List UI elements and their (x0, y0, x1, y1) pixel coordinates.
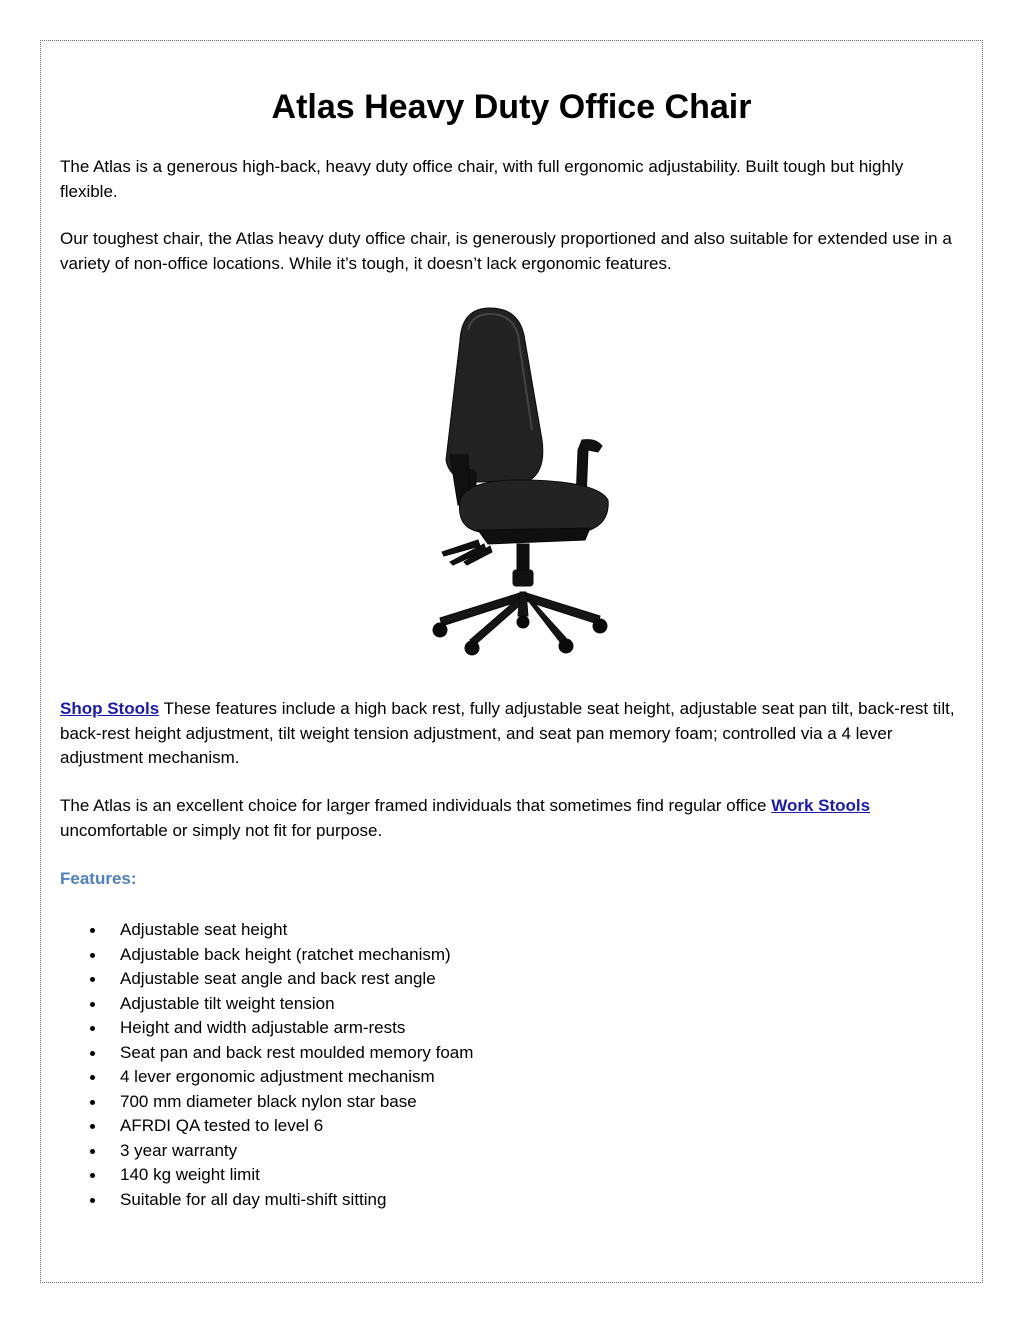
third-paragraph-text: These features include a high back rest, fully adjustable seat height, adjustable seat pan tilt, back-rest tilt, back-rest height adjustment, tilt weight tension adjustment, and seat pan memory foam; controlled via a 4 lever adjustment mechanism. (60, 699, 955, 767)
features-list (60, 918, 473, 1212)
feature-item: 4 lever ergonomic adjustment mechanism (60, 1065, 473, 1090)
page-title: Atlas Heavy Duty Office Chair (271, 88, 752, 126)
feature-item: 700 mm diameter black nylon star base (60, 1090, 473, 1115)
feature-item: Adjustable back height (ratchet mechanism) (60, 943, 473, 968)
second-paragraph: Our toughest chair, the Atlas heavy duty office chair, is generously proportioned and also suitable for extended use in a variety of non-office locations. While it’s tough, it doesn’t lack ergonomic features. (60, 229, 952, 273)
feature-item: AFRDI QA tested to level 6 (60, 1114, 473, 1139)
feature-item: Adjustable seat angle and back rest angle (60, 967, 473, 992)
intro-paragraph: The Atlas is a generous high-back, heavy duty office chair, with full ergonomic adjustability. Built tough but highly flexible. (60, 157, 904, 201)
office-chair-image (420, 300, 610, 660)
feature-item: 140 kg weight limit (60, 1163, 473, 1188)
fourth-paragraph (60, 794, 965, 843)
feature-item: Suitable for all day multi-shift sitting (60, 1188, 473, 1213)
third-paragraph (60, 697, 965, 771)
work-stools-link[interactable]: Work Stools (771, 796, 871, 815)
feature-item: Height and width adjustable arm-rests (60, 1016, 473, 1041)
feature-item: 3 year warranty (60, 1139, 473, 1164)
feature-item: Adjustable seat height (60, 918, 473, 943)
features-heading: Features: (60, 869, 137, 888)
feature-item: Adjustable tilt weight tension (60, 992, 473, 1017)
shop-stools-link[interactable]: Shop Stools (60, 699, 160, 718)
fourth-paragraph-after: uncomfortable or simply not fit for purpose. (60, 820, 383, 840)
feature-item: Seat pan and back rest moulded memory foam (60, 1041, 473, 1066)
fourth-paragraph-before: The Atlas is an excellent choice for larger framed individuals that sometimes find regular office (60, 796, 772, 815)
